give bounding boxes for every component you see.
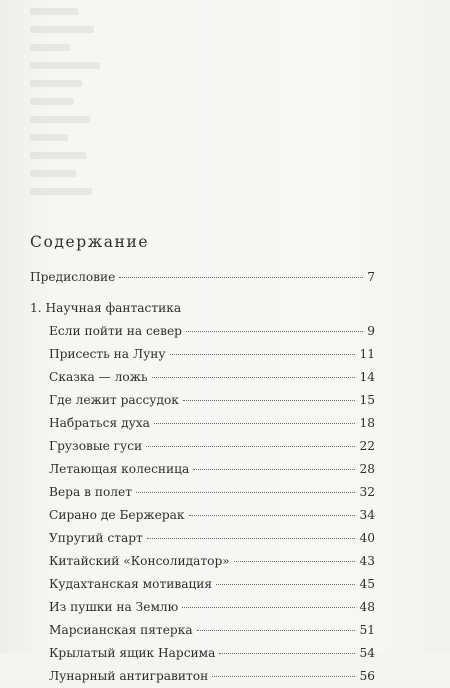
toc-entry-page: 22 bbox=[359, 439, 375, 453]
toc-entry-title: Марсианская пятерка bbox=[49, 623, 193, 637]
toc-entry-page: 56 bbox=[359, 669, 375, 683]
toc-entry-page: 51 bbox=[359, 623, 375, 637]
toc-entries-list bbox=[30, 320, 375, 688]
toc-entry bbox=[30, 665, 375, 688]
dot-leader bbox=[234, 560, 356, 562]
toc-entry-page: 11 bbox=[359, 347, 375, 361]
toc-entry-title: Из пушки на Землю bbox=[49, 600, 179, 614]
dot-leader bbox=[216, 583, 355, 585]
toc-entry-title: Сирано де Бержерак bbox=[49, 508, 185, 522]
toc-entry-title: Вера в полет bbox=[49, 485, 133, 499]
toc-entry-page: 7 bbox=[367, 270, 375, 284]
toc-entry-title: Где лежит рассудок bbox=[49, 393, 179, 407]
toc-entry bbox=[30, 343, 375, 366]
toc-entry bbox=[30, 366, 375, 389]
dot-leader bbox=[183, 399, 356, 401]
dot-leader bbox=[170, 353, 356, 355]
toc-entry-title: Сказка — ложь bbox=[49, 370, 148, 384]
toc-entry-page: 9 bbox=[367, 324, 375, 338]
dot-leader bbox=[186, 330, 363, 332]
dot-leader bbox=[154, 422, 356, 424]
toc-entry-title: Присесть на Луну bbox=[49, 347, 166, 361]
toc-entry-title: Крылатый ящик Нарсима bbox=[49, 646, 216, 660]
toc-entry-title: Лунарный антигравитон bbox=[49, 669, 209, 683]
toc-entry-page: 18 bbox=[359, 416, 375, 430]
toc-entry-page: 45 bbox=[359, 577, 375, 591]
dot-leader bbox=[189, 514, 356, 516]
toc-entry bbox=[30, 573, 375, 596]
toc-entry-preface bbox=[30, 266, 375, 289]
toc-entry-page: 54 bbox=[359, 646, 375, 660]
toc-entry bbox=[30, 619, 375, 642]
dot-leader bbox=[182, 606, 355, 608]
dot-leader bbox=[197, 629, 356, 631]
toc-entry-title: Упругий старт bbox=[49, 531, 143, 545]
toc-entry bbox=[30, 550, 375, 573]
toc-entry-page: 28 bbox=[359, 462, 375, 476]
toc-entry-title: Набраться духа bbox=[49, 416, 150, 430]
toc-entry-title: Предисловие bbox=[30, 270, 116, 284]
toc-entry-page: 43 bbox=[359, 554, 375, 568]
toc-entry-title: Летающая колесница bbox=[49, 462, 190, 476]
toc-entry-page: 48 bbox=[359, 600, 375, 614]
dot-leader bbox=[146, 445, 355, 447]
dot-leader bbox=[219, 652, 355, 654]
toc-entry bbox=[30, 642, 375, 665]
table-of-contents bbox=[30, 232, 375, 688]
toc-heading: Содержание bbox=[30, 233, 150, 251]
dot-leader bbox=[193, 468, 355, 470]
dot-leader bbox=[152, 376, 356, 378]
bleed-through-text bbox=[30, 8, 110, 223]
toc-entry bbox=[30, 596, 375, 619]
toc-entry bbox=[30, 320, 375, 343]
toc-entry-page: 32 bbox=[359, 485, 375, 499]
toc-entry-title: Кудахтанская мотивация bbox=[49, 577, 213, 591]
dot-leader bbox=[136, 491, 355, 493]
dot-leader bbox=[212, 675, 355, 677]
toc-entry-title: Китайский «Консолидатор» bbox=[49, 554, 230, 568]
dot-leader bbox=[147, 537, 356, 539]
toc-entry bbox=[30, 389, 375, 412]
toc-entry-page: 15 bbox=[359, 393, 375, 407]
toc-entry bbox=[30, 458, 375, 481]
toc-entry-page: 34 bbox=[359, 508, 375, 522]
toc-entry bbox=[30, 481, 375, 504]
toc-entry bbox=[30, 412, 375, 435]
toc-entry-page: 14 bbox=[359, 370, 375, 384]
toc-entry-title: Если пойти на север bbox=[49, 324, 182, 338]
toc-entry bbox=[30, 435, 375, 458]
toc-section-title: 1. Научная фантастика bbox=[30, 301, 182, 315]
toc-entry bbox=[30, 527, 375, 550]
toc-entry bbox=[30, 504, 375, 527]
toc-entry-page: 40 bbox=[359, 531, 375, 545]
toc-entry-title: Грузовые гуси bbox=[49, 439, 143, 453]
dot-leader bbox=[119, 276, 363, 278]
